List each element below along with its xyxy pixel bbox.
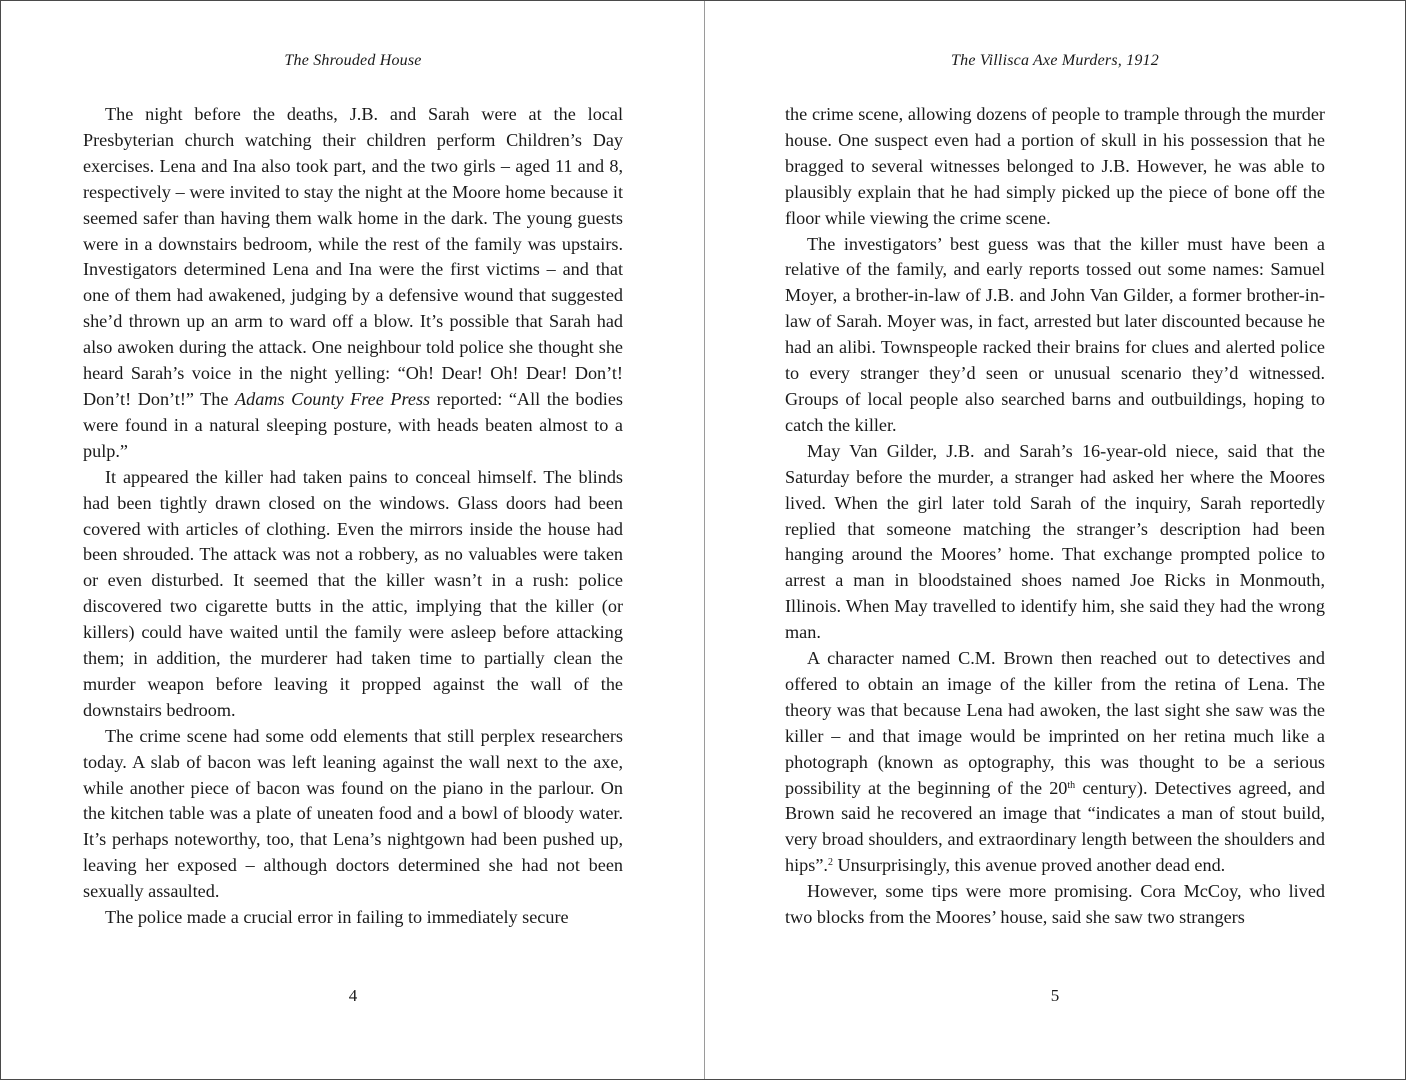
superscript: th <box>1067 779 1076 791</box>
paragraph: However, some tips were more promising. Cora McCoy, who lived two blocks from the Moores’ house, said she saw two strangers <box>785 881 1325 928</box>
paragraph: The crime scene had some odd elements that still perplex researchers today. A slab of bacon was left leaning against the wall next to the axe, while another piece of bacon was found on the piano in the parlour. On the kitchen table was a plate of uneaten food and a bowl of bloody water. It’s perhaps noteworthy, too, that Lena’s nightgown had been pushed up, leaving her exposed – although doctors determined she had not been sexually assaulted. <box>83 725 623 902</box>
paragraph: The police made a crucial error in failing to immediately secure <box>105 907 569 928</box>
paragraph: May Van Gilder, J.B. and Sarah’s 16-year-old niece, said that the Saturday before the murder, a stranger had asked her where the Moores lived. When the girl later told Sarah of the inquiry, Sarah reportedly replied that someone matching the stranger’s description had been hanging around the Moores’ home. That exchange prompted police to arrest a man in bloodstained shoes named Joe Ricks in Monmouth, Illinois. When May travelled to identify him, she said they had the wrong man. <box>785 440 1325 643</box>
footnote-marker: 2 <box>827 857 833 869</box>
running-head: The Villisca Axe Murders, 1912 <box>951 52 1159 69</box>
left-page <box>83 1 623 1079</box>
paragraph <box>83 102 623 465</box>
body-text <box>83 102 623 931</box>
page-number: 4 <box>348 986 358 1005</box>
text-run: A character named C.M. Brown then reached out to detectives and offered to obtain an image of the killer from the retina of Lena. The theory was that because Lena had awoken, the last sight she saw was the killer – and that image would be imprinted on her retina much like a photograph (known as optography, this was thought to be a serious possibility at the beginning of the 20 <box>785 648 1325 798</box>
text-run: Unsurprisingly, this avenue proved another dead end. <box>832 855 1226 876</box>
paragraph: The investigators’ best guess was that the killer must have been a relative of the family, and early reports tossed out some names: Samuel Moyer, a brother-in-law of J.B. and John Van Gilder, a former brother-in-law of Sarah. Moyer was, in fact, arrested but later discounted because he had an alibi. Townspeople racked their brains for clues and alerted police to every stranger they’d seen or unusual scenario they’d witnessed. Groups of local people also searched barns and outbuildings, hoping to catch the killer. <box>785 233 1325 435</box>
running-head: The Shrouded House <box>284 52 422 69</box>
text-run: century). Detectives agreed, and Brown said he recovered an image that “indicates a man of stout build, very broad shoulders, and extraordinary length between the shoulders and hips”. <box>785 777 1325 876</box>
right-page <box>785 1 1325 1079</box>
body-text <box>785 102 1325 931</box>
page-gutter <box>704 1 705 1079</box>
paragraph <box>785 646 1325 879</box>
page-number: 5 <box>1050 986 1060 1005</box>
text-run: The night before the deaths, J.B. and Sarah were at the local Presbyterian church watching their children perform Children’s Day exercises. Lena and Ina also took part, and the two girls – aged 11 and 8, respectively – were invited to stay the night at the Moore home because it seemed safer than having them walk home in the dark. The young guests were in a downstairs bedroom, while the rest of the family was upstairs. Investigators determined Lena and Ina were the first victims – and that one of them had awakened, judging by a defensive wound that suggested she’d thrown up an arm to ward off a blow. It’s possible that Sarah had also awoken during the attack. One neighbour told police she thought she heard Sarah’s voice in the night yelling: “Oh! Dear! Oh! Dear! Don’t! Don’t! Don’t!” The <box>83 104 623 409</box>
publication-title: Adams County Free Press <box>235 388 431 409</box>
paragraph: the crime scene, allowing dozens of people to trample through the murder house. One suspect even had a portion of skull in his possession that he bragged to several witnesses belonged to J.B. However, he was able to plausibly explain that he had simply picked up the piece of bone off the floor while viewing the crime scene. <box>785 104 1325 228</box>
paragraph: It appeared the killer had taken pains to conceal himself. The blinds had been tightly drawn closed on the windows. Glass doors had been covered with articles of clothing. Even the mirrors inside the house had been shrouded. The attack was not a robbery, as no valuables were taken or even disturbed. It seemed that the killer wasn’t in a rush: police discovered two cigarette butts in the attic, implying that the killer (or killers) could have waited until the family were asleep before attacking them; in addition, the murderer had taken time to partially clean the murder weapon before leaving it propped against the wall of the downstairs bedroom. <box>83 466 623 720</box>
text-run: reported: “All the bodies were found in a natural sleeping posture, with heads beaten almost to a pulp.” <box>83 388 623 461</box>
